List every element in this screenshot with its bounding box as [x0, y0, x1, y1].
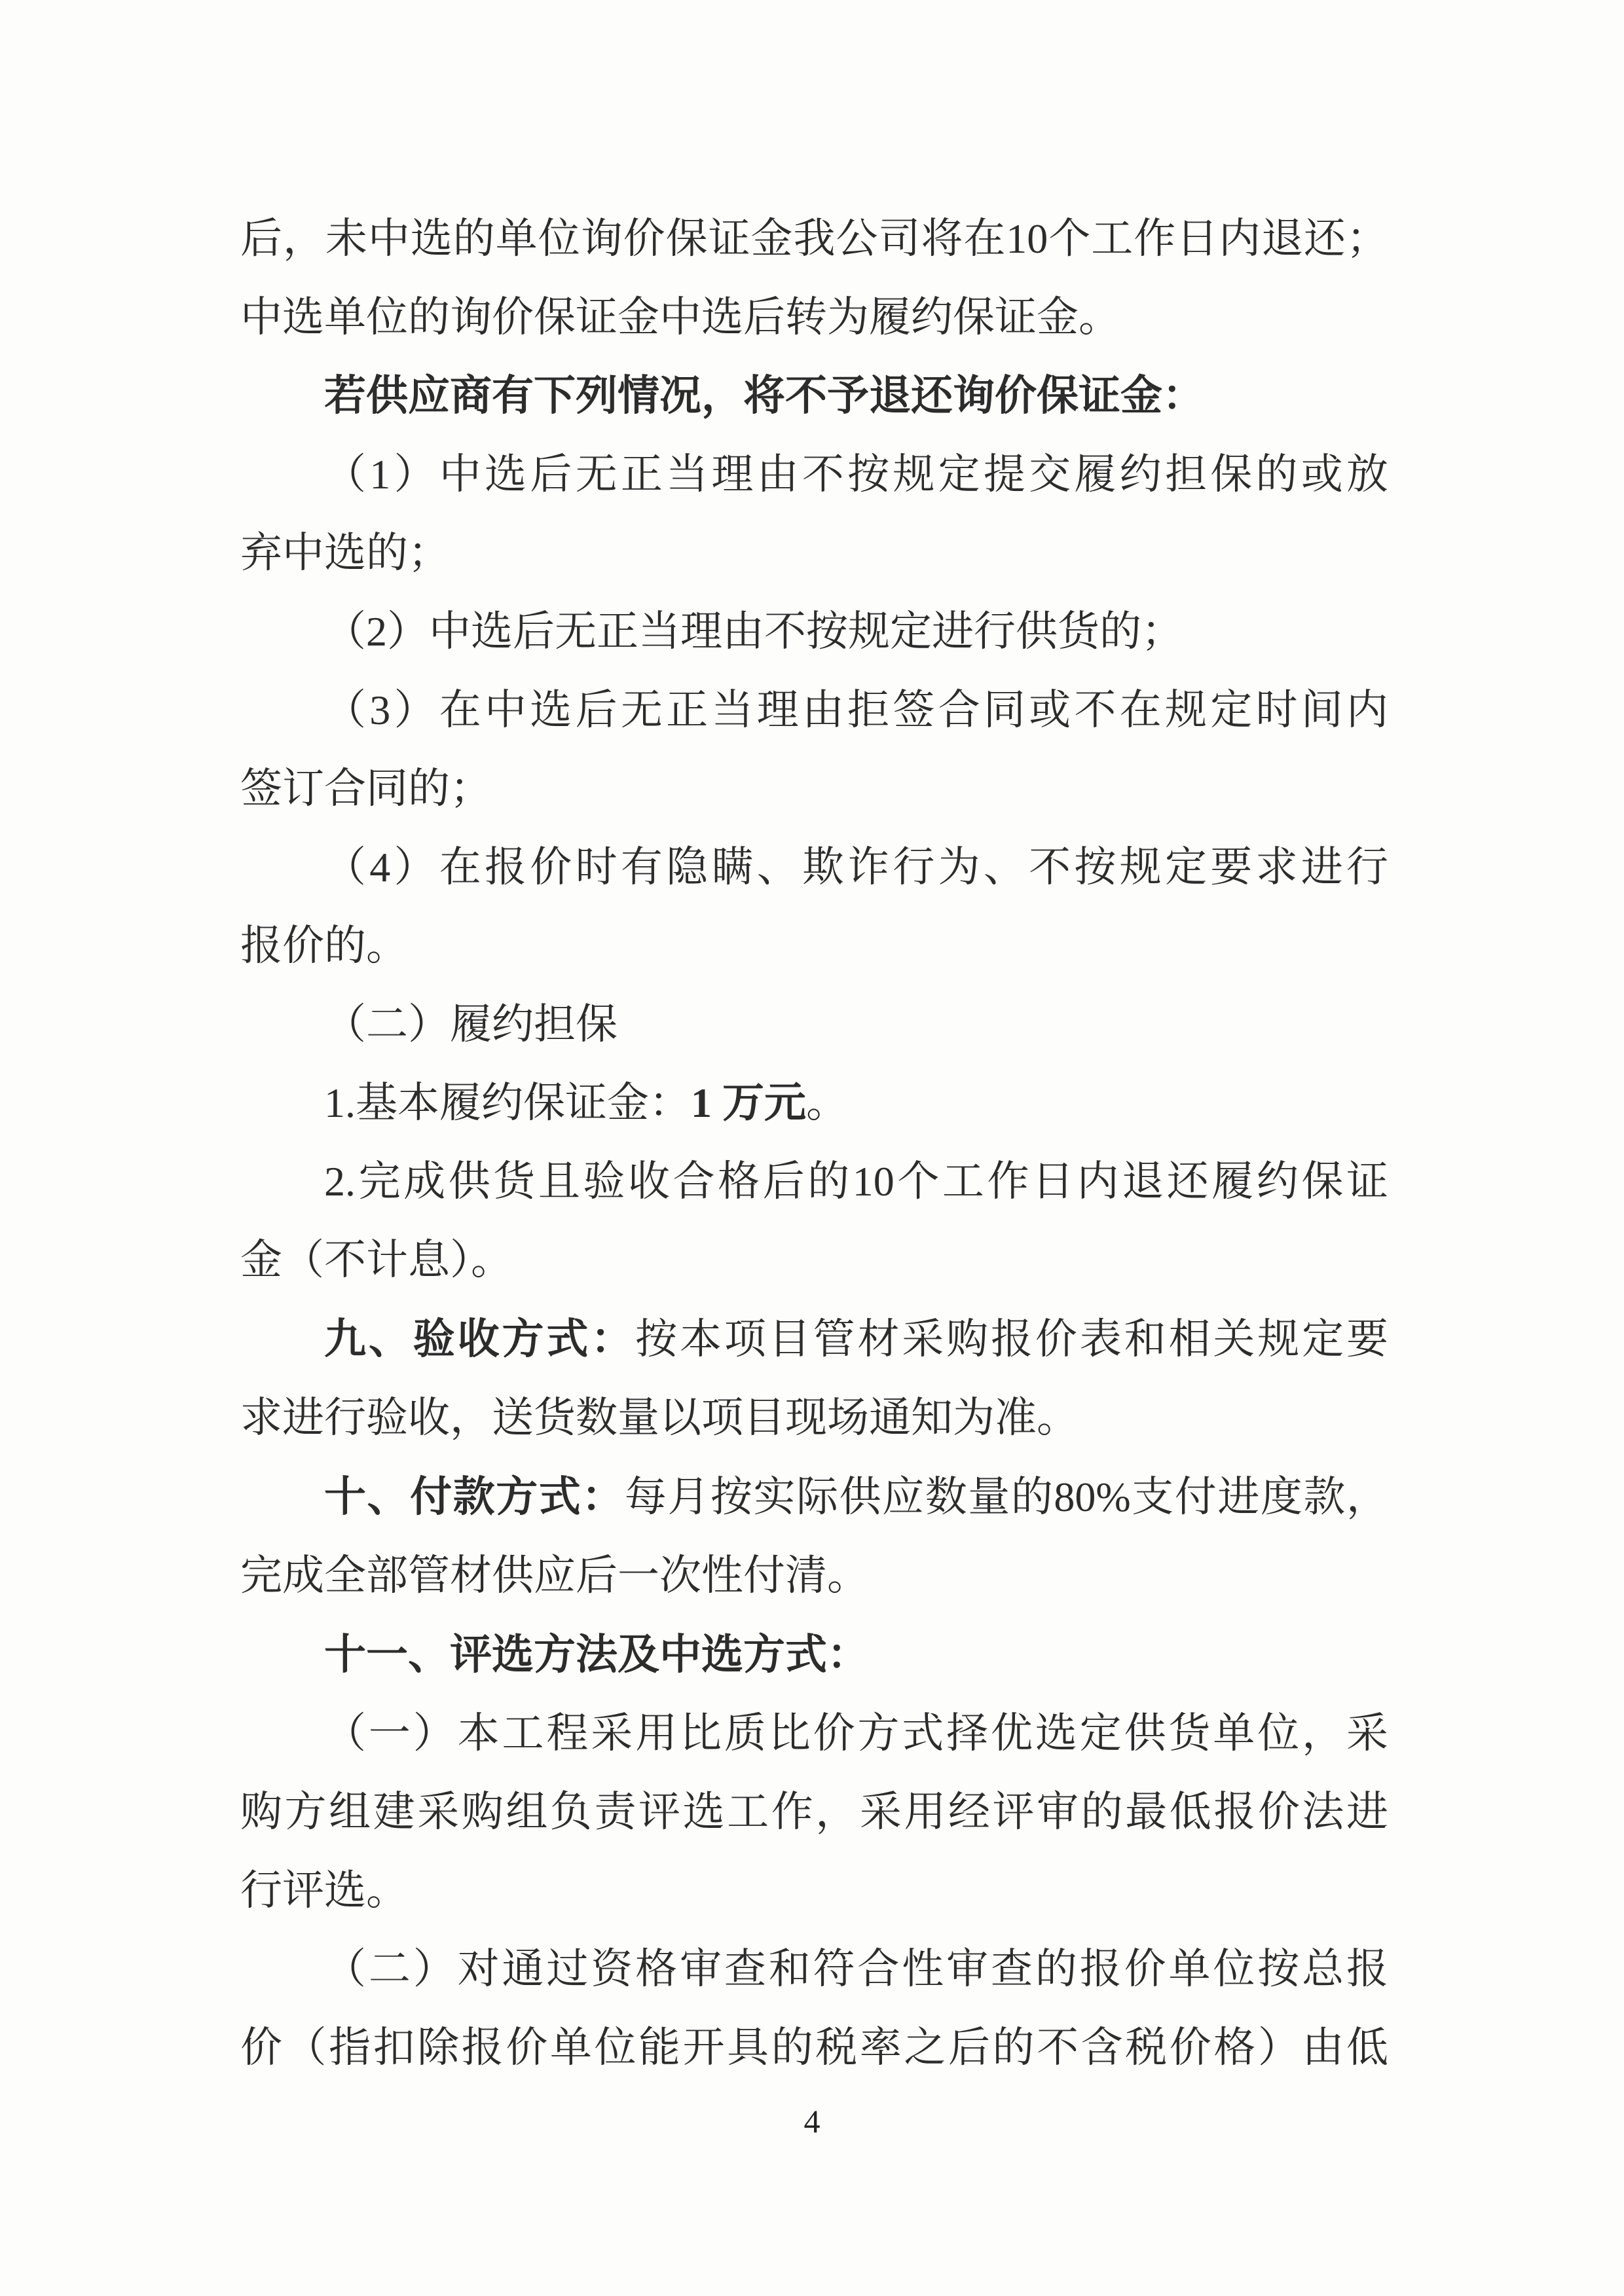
paragraph: [240, 1694, 1388, 1930]
body-text: （1）中选后无正当理由不按规定提交履约担保的或放: [324, 451, 1388, 498]
text-line: [240, 1142, 1388, 1221]
text-line: [240, 435, 1388, 514]
text-line: [240, 1379, 1388, 1457]
body-text: 价（指扣除报价单位能开具的税率之后的不含税价格）由低: [240, 2024, 1388, 2071]
paragraph: [240, 671, 1388, 828]
text-line: [240, 1851, 1388, 1930]
paragraph: [240, 1457, 1388, 1615]
heading-text: 十一、评选方法及中选方式：: [324, 1631, 869, 1678]
paragraph: [240, 1615, 1388, 1694]
body-text: 1.基本履约保证金：: [324, 1080, 691, 1126]
body-text: 若供应商有下列情况，将不予退还询价保证金：: [324, 373, 1204, 419]
body-text: 签订合同的；: [240, 765, 492, 812]
text-line: [240, 671, 1388, 750]
paragraph: [240, 985, 1388, 1064]
text-line: [240, 1064, 1388, 1142]
text-line: [240, 1221, 1388, 1300]
text-line: [240, 2009, 1388, 2087]
text-line: [240, 357, 1388, 435]
paragraph: [240, 1142, 1388, 1300]
body-text: 求进行验收，送货数量以项目现场通知为准。: [240, 1394, 1079, 1441]
paragraph: [240, 828, 1388, 985]
text-line: [240, 1930, 1388, 2009]
paragraph: [240, 1064, 1388, 1142]
paragraph: [240, 200, 1388, 357]
page-number: 4: [803, 2103, 821, 2140]
body-text: （二）对通过资格审查和符合性审查的报价单位按总报: [324, 1946, 1388, 1992]
paragraph: [240, 357, 1388, 435]
body-text: 1 万元: [691, 1080, 806, 1126]
body-text: 每月按实际供应数量的80%支付进度款，: [624, 1474, 1389, 1520]
paragraph: [240, 592, 1388, 671]
heading-text: 九、验收方式：: [324, 1315, 636, 1362]
text-line: [240, 828, 1388, 907]
body-text: 按本项目管材采购报价表和相关规定要: [635, 1316, 1389, 1362]
body-text: （2）中选后无正当理由不按规定进行供货的；: [324, 608, 1183, 655]
body-text: 报价的。: [240, 922, 408, 969]
body-text: 完成全部管材供应后一次性付清。: [240, 1552, 869, 1599]
body-text: （3）在中选后无正当理由拒签合同或不在规定时间内: [324, 687, 1388, 733]
body-text: （二）履约担保: [324, 1001, 618, 1048]
text-line: [240, 514, 1388, 592]
text-line: [240, 1457, 1388, 1537]
body-text: 金（不计息）。: [240, 1237, 513, 1283]
text-line: [240, 1300, 1388, 1379]
body-text: 购方组建采购组负责评选工作，采用经评审的最低报价法进: [240, 1789, 1388, 1835]
body-text: （一）本工程采用比质比价方式择优选定供货单位，采: [324, 1710, 1388, 1757]
text-line: [240, 907, 1388, 985]
body-text: 。: [806, 1080, 848, 1126]
text-line: [240, 1537, 1388, 1615]
text-line: [240, 750, 1388, 828]
paragraph: [240, 1300, 1388, 1457]
text-line: [240, 985, 1388, 1064]
heading-text: 十、付款方式：: [324, 1473, 625, 1520]
paragraph: [240, 1930, 1388, 2087]
body-text: 弃中选的；: [240, 530, 450, 576]
body-text: （4）在报价时有隐瞒、欺诈行为、不按规定要求进行: [324, 844, 1388, 890]
text-line: [240, 278, 1388, 357]
text-line: [240, 1694, 1388, 1773]
text-line: [240, 592, 1388, 671]
body-text: 后，未中选的单位询价保证金我公司将在10个工作日内退还；: [240, 215, 1388, 262]
text-line: [240, 200, 1388, 278]
document-body: [240, 200, 1388, 2087]
body-text: 2.完成供货且验收合格后的10个工作日内退还履约保证: [324, 1158, 1388, 1205]
body-text: 中选单位的询价保证金中选后转为履约保证金。: [240, 294, 1120, 340]
body-text: 行评选。: [240, 1867, 408, 1914]
text-line: [240, 1773, 1388, 1851]
text-line: [240, 1615, 1388, 1694]
paragraph: [240, 435, 1388, 592]
